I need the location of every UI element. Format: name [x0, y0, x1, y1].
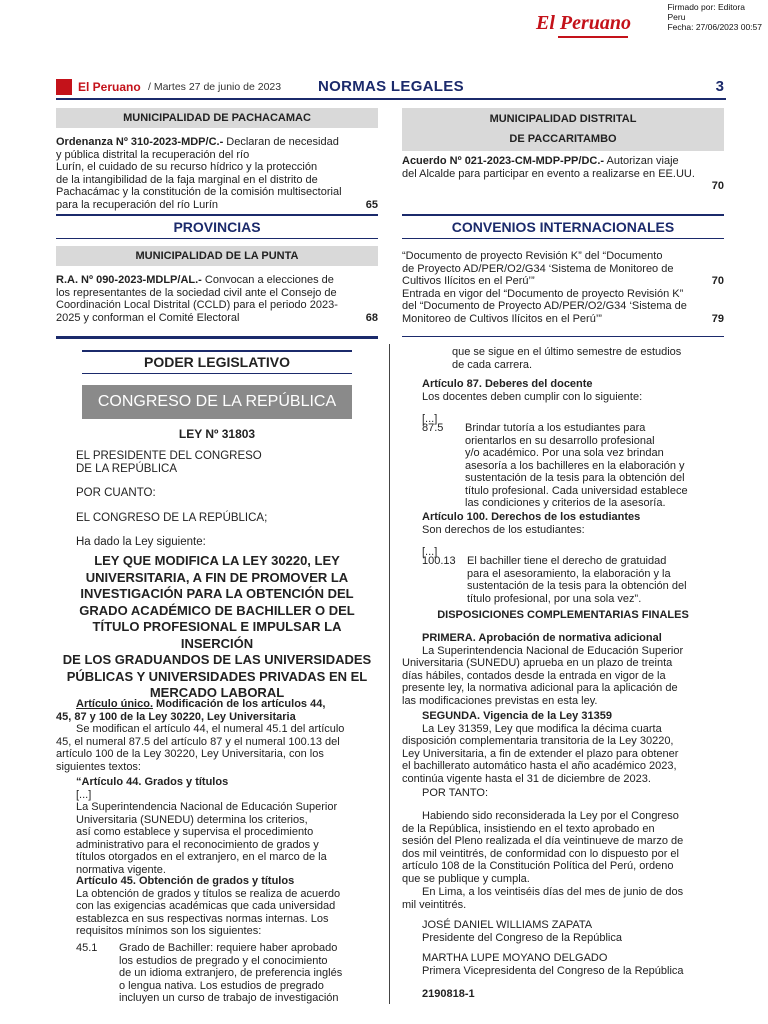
- article-44: [76, 776, 378, 876]
- text-line: asesoría a los bachilleres en la elaboración y: [465, 459, 685, 472]
- article-87: [422, 378, 724, 426]
- text-line: El bachiller tiene el derecho de gratuidad: [467, 555, 667, 567]
- text-line: de un idioma extranjero, de preferencia inglés: [119, 967, 343, 979]
- index-entry-ordenanza[interactable]: [56, 136, 378, 211]
- title-line: LEY QUE MODIFICA LA LEY 30220, LEY: [94, 553, 340, 568]
- entry-line: del Alcalde para participar en evento a realizarse en EE.UU.: [402, 167, 695, 180]
- signatory-role: Primera Vicepresidenta del Congreso de la República: [422, 964, 684, 977]
- final-provisions-heading: DISPOSICIONES COMPLEMENTARIAS FINALES: [437, 609, 689, 621]
- provision-heading: PRIMERA. Aprobación de normativa adicional: [422, 632, 662, 644]
- article-label: Artículo único.: [76, 698, 153, 710]
- article-100: [422, 511, 724, 559]
- article-heading: “Artículo 44. Grados y títulos: [76, 776, 229, 788]
- header-brand: El Peruano: [78, 80, 141, 94]
- title-line: MERCADO LABORAL: [149, 685, 285, 700]
- text-line: Los docentes deben cumplir con lo siguiente:: [422, 390, 643, 403]
- entry-title: Ordenanza Nº 310-2023-MDP/C.-: [56, 136, 224, 148]
- text-line: de la República, insistiendo en el texto aprobado en: [402, 822, 655, 835]
- text-line: los estudios de pregrado y el conocimiento: [119, 954, 328, 967]
- entry-title: Acuerdo Nº 021-2023-CM-MDP-PP/DC.-: [402, 155, 605, 167]
- text-line: La Superintendencia Nacional de Educación Superior: [422, 644, 684, 657]
- text-line: Habiendo sido reconsiderada la Ley por el Congreso: [422, 810, 679, 822]
- entry-line: de la intangibilidad de la faja marginal en el distrito de: [56, 173, 318, 186]
- entry-page: 65: [365, 198, 378, 211]
- entry-line: del “Documento de Proyecto AD/PER/O2/G34 ‘Sistema de: [402, 300, 687, 312]
- text-line: así como establece y supervisa el procedimiento: [76, 826, 314, 838]
- text-line: orientarlos en su desarrollo profesional: [465, 434, 655, 447]
- entry-line: Cultivos Ilícitos en el Perú’”: [402, 275, 535, 287]
- divider: [82, 373, 352, 374]
- title-line: PÚBLICAS Y UNIVERSIDADES PRIVADAS EN EL: [66, 668, 368, 684]
- digital-signature: [667, 2, 762, 32]
- entry-text: Convocan a elecciones de: [201, 274, 334, 286]
- article-heading: Artículo 100. Derechos de los estudiantes: [422, 511, 641, 523]
- text-line: Ley Universitaria, a fin de extender el plazo para obtener: [402, 747, 679, 760]
- signature-line: Firmado por: Editora: [667, 2, 745, 12]
- signatory-name: JOSÉ DANIEL WILLIAMS ZAPATA: [422, 919, 593, 931]
- page-header: [56, 78, 726, 100]
- numeral-number: 100.13: [422, 555, 456, 567]
- section-convenios: CONVENIOS INTERNACIONALES: [451, 219, 675, 235]
- entry-text: Declaran de necesidad: [223, 136, 339, 148]
- text-line: sesión del Pleno realizada el día veintinueve de marzo de: [402, 835, 684, 847]
- text-line: sustentación de la tesis para la obtención del: [467, 580, 687, 592]
- text-line: Son derechos de los estudiantes:: [422, 523, 585, 536]
- numeral-100-13: [467, 555, 724, 605]
- text-line: mil veintitrés.: [402, 898, 467, 911]
- title-line: TÍTULO PROFESIONAL E IMPULSAR LA INSERCIÓN: [92, 619, 342, 651]
- publication-code: 2190818-1: [422, 988, 475, 1000]
- page-number: 3: [715, 78, 724, 95]
- title-line: UNIVERSITARIA, A FIN DE PROMOVER LA: [85, 569, 349, 585]
- text-line: Universitaria (SUNEDU) aprueba en un plazo de treinta: [402, 657, 673, 669]
- divider: [56, 214, 378, 216]
- text-line: La Ley 31359, Ley que modifica la décima cuarta: [422, 722, 662, 735]
- entry-line: los representantes de la sociedad civil ante el Consejo de: [56, 286, 337, 299]
- provision-heading: SEGUNDA. Vigencia de la Ley 31359: [422, 710, 612, 722]
- text-line: que se publique y cumpla.: [402, 872, 530, 885]
- entry-page: 70: [711, 275, 724, 287]
- text-line: sustentación de la tesis para la obtención del: [465, 472, 685, 484]
- article-heading: Artículo 87. Deberes del docente: [422, 378, 593, 390]
- text-line: presente ley, la normativa adicional para la aplicación de: [402, 682, 678, 694]
- entry-line: de Proyecto AD/PER/O2/G34 ‘Sistema de Monitoreo de: [402, 262, 674, 275]
- signatory-role: Presidente del Congreso de la República: [422, 931, 622, 944]
- lima-paragraph: [402, 886, 724, 911]
- numeral-45-1: [119, 942, 378, 1005]
- heading-line: DE PACCARITAMBO: [509, 133, 617, 145]
- text-line: y/o académico. Por una sola vez brindan: [465, 447, 664, 459]
- provision-primera: [402, 632, 724, 707]
- text-line: el bachillerato automático hasta el año académico 2023,: [402, 760, 677, 772]
- text-line: DE LA REPÚBLICA: [76, 462, 177, 475]
- numeral-number: 45.1: [76, 942, 98, 954]
- header-date: / Martes 27 de junio de 2023: [148, 81, 282, 93]
- text-line: siguientes textos:: [56, 760, 141, 773]
- text-line: Brindar tutoría a los estudiantes para: [465, 422, 646, 434]
- provision-segunda: [402, 710, 724, 785]
- text-line: título profesional. Cada universidad establece: [465, 484, 688, 497]
- entry-line: Lurín, el cuidado de su recurso hídrico y la protección: [56, 161, 318, 173]
- entry-line: para la recuperación del río Lurín: [56, 198, 219, 211]
- section-poder: PODER LEGISLATIVO: [144, 354, 290, 370]
- title-line: DE LOS GRADUANDOS DE LAS UNIVERSIDADES: [62, 652, 372, 667]
- text-line: las condiciones y criterios de la asesoría.: [465, 497, 666, 509]
- section-provincias: PROVINCIAS: [173, 219, 261, 235]
- text-line: dos mil veintitrés, de conformidad con lo dispuesto por el: [402, 847, 679, 860]
- promulgation: [76, 450, 366, 549]
- text-line: con las exigencias académicas que cada universidad: [76, 900, 336, 912]
- column-divider: [389, 344, 390, 1004]
- entry-line: Monitoreo de Cultivos Ilícitos en el Perú’”: [402, 312, 602, 325]
- title-line: INVESTIGACIÓN PARA LA OBTENCIÓN DEL: [80, 586, 354, 601]
- text-line: Grado de Bachiller: requiere haber aprobado: [119, 942, 338, 954]
- entry-line: y pública distrital la recuperación del río: [56, 148, 250, 161]
- divider: [402, 214, 724, 216]
- municipality-heading: MUNICIPALIDAD DE LA PUNTA: [56, 246, 378, 266]
- entry-line: Coordinación Local Distrital (CCLD) para el periodo 2023-: [56, 299, 338, 311]
- text-line: títulos otorgados en el extranjero, en el marco de la: [76, 851, 327, 863]
- ellipsis: [...]: [422, 546, 438, 558]
- index-entry-ra[interactable]: [56, 274, 378, 324]
- index-entry-acuerdo[interactable]: [402, 155, 724, 193]
- text-line: Se modifican el artículo 44, el numeral 45.1 del artículo: [76, 723, 345, 735]
- newspaper-logo: [536, 12, 631, 35]
- text-line: 45, el numeral 87.5 del artículo 87 y el numeral 100.13 del: [56, 735, 340, 748]
- article-unico: [56, 698, 378, 773]
- text-line: incluyen un curso de trabajo de investigación: [119, 992, 339, 1004]
- title-line: GRADO ACADÉMICO DE BACHILLER O DEL: [79, 602, 355, 618]
- signatories: [422, 919, 724, 977]
- text-line: establezca en sus respectivas normas internas. Los: [76, 912, 329, 925]
- text-line: requisitos mínimos son los siguientes:: [76, 925, 262, 937]
- municipality-heading: [402, 108, 724, 151]
- entry-title: R.A. Nº 090-2023-MDLP/AL.-: [56, 274, 202, 286]
- text-line: artículo 100 de la Ley 30220, Ley Universitaria, con los: [56, 748, 324, 760]
- text-line: las modificaciones previstas en esta ley.: [402, 694, 598, 707]
- entry-line: Pachacámac y la constitución de la comisión multisectorial: [56, 186, 342, 198]
- text-line: La obtención de grados y títulos se realiza de acuerdo: [76, 887, 341, 900]
- text-line: o lengua nativa. Los estudios de pregrado: [119, 979, 324, 992]
- text-line: POR CUANTO:: [76, 487, 156, 499]
- article-45: [76, 875, 378, 938]
- divider: [56, 336, 378, 339]
- article-heading: Modificación de los artículos 44,: [153, 698, 326, 710]
- signature-line: Peru: [667, 12, 686, 22]
- text-line: Universitaria (SUNEDU) determina los criterios,: [76, 813, 308, 826]
- numeral-number: 87.5: [422, 422, 444, 434]
- congress-banner: CONGRESO DE LA REPÚBLICA: [82, 385, 352, 419]
- por-tanto: POR TANTO:: [422, 787, 489, 799]
- entry-page: 70: [711, 180, 724, 192]
- text-line: que se sigue en el último semestre de estudios: [452, 346, 682, 358]
- text-line: para el asesoramiento, la elaboración y la: [467, 567, 671, 580]
- municipality-heading: MUNICIPALIDAD DE PACHACAMAC: [56, 108, 378, 128]
- text-line: continúa vigente hasta el 31 de diciembre de 2023.: [402, 772, 651, 785]
- divider: [56, 238, 378, 239]
- entry-page: 79: [711, 312, 724, 325]
- text-line: EL PRESIDENTE DEL CONGRESO: [76, 450, 262, 462]
- entry-line: 2025 y conforman el Comité Electoral: [56, 311, 240, 324]
- signatory-name: MARTHA LUPE MOYANO DELGADO: [422, 952, 608, 964]
- ellipsis: [...]: [76, 788, 92, 801]
- entry-line: Entrada en vigor del “Documento de proyecto Revisión K”: [402, 287, 684, 300]
- divider: [402, 238, 724, 239]
- article-heading: Artículo 45. Obtención de grados y títulos: [76, 875, 295, 887]
- text-line: normativa vigente.: [76, 863, 166, 876]
- text-line: administrativo para el reconocimiento de grados y: [76, 838, 319, 851]
- numeral-45-1-cont: [452, 346, 724, 371]
- text-line: disposición complementaria transitoria de la Ley 30220,: [402, 735, 674, 747]
- law-title: [56, 553, 378, 702]
- text-line: EL CONGRESO DE LA REPÚBLICA;: [76, 511, 268, 524]
- entry-text: Autorizan viaje: [604, 155, 679, 167]
- text-line: En Lima, a los veintiséis días del mes de junio de dos: [422, 886, 684, 898]
- text-line: de cada carrera.: [452, 358, 533, 371]
- logo-underline: [558, 36, 628, 38]
- text-line: artículo 108 de la Constitución Política del Perú, ordeno: [402, 860, 674, 872]
- text-line: Ha dado la Ley siguiente:: [76, 536, 206, 548]
- shield-icon: [56, 79, 72, 95]
- text-line: La Superintendencia Nacional de Educación Superior: [76, 801, 338, 813]
- entry-page: 68: [365, 311, 378, 324]
- text-line: días hábiles, contados desde la entrada en vigor de la: [402, 669, 666, 682]
- article-heading-line: 45, 87 y 100 de la Ley 30220, Ley Universitaria: [56, 710, 296, 723]
- text-line: título profesional, por una sola vez”.: [467, 592, 642, 605]
- habiendo-paragraph: [402, 810, 724, 885]
- numeral-87-5: [465, 422, 724, 510]
- ellipsis: [...]: [422, 413, 438, 425]
- heading-line: MUNICIPALIDAD DISTRITAL: [489, 113, 637, 125]
- law-number: LEY Nº 31803: [178, 427, 256, 441]
- logo-text: El Peruano: [536, 12, 632, 34]
- divider: [82, 350, 352, 352]
- index-entry-convenios[interactable]: [402, 250, 724, 325]
- signature-line: Fecha: 27/06/2023 00:57: [667, 22, 762, 32]
- divider: [402, 336, 724, 337]
- section-title: NORMAS LEGALES: [318, 78, 464, 95]
- entry-line: “Documento de proyecto Revisión K” del “Documento: [402, 250, 663, 262]
